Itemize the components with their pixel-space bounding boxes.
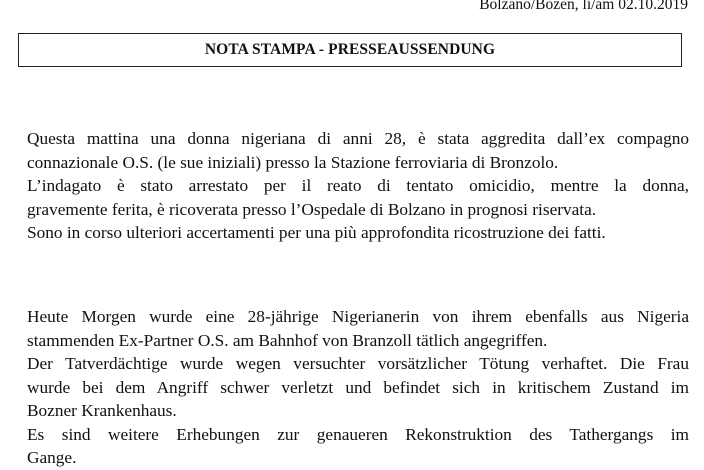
- italian-line: L’indagato è stato arrestato per il reato di tentato omicidio, mentre la donna,: [27, 176, 689, 195]
- german-line: Der Tatverdächtige wurde wegen versuchter vorsätzlicher Tötung verhaftet. Die Frau: [27, 354, 689, 373]
- italian-line: connazionale O.S. (le sue iniziali) presso la Stazione ferroviaria di Bronzolo.: [27, 152, 559, 172]
- italian-line: Sono in corso ulteriori accertamenti per una più approfondita ricostruzione dei fatti.: [27, 223, 606, 242]
- german-line: stammenden Ex-Partner O.S. am Bahnhof von Branzoll tätlich angegriffen.: [27, 330, 548, 350]
- german-line: Bozner Krankenhaus.: [27, 401, 177, 420]
- italian-line: Questa mattina una donna nigeriana di anni 28, è stata aggredita dall’ex compagno: [27, 129, 689, 148]
- german-line: wurde bei dem Angriff schwer verletzt und befindet sich in kritischem Zustand im: [27, 377, 689, 397]
- title-box: [18, 33, 682, 67]
- german-paragraph: [27, 305, 689, 470]
- german-line: Es sind weitere Erhebungen zur genaueren Rekonstruktion des Tathergangs im: [27, 424, 689, 444]
- page-title: NOTA STAMPA - PRESSEAUSSENDUNG: [204, 41, 496, 58]
- dateline: Bolzano/Bozen, li/am 02.10.2019: [479, 0, 688, 13]
- german-line: Gange.: [27, 448, 77, 467]
- italian-line: gravemente ferita, è ricoverata presso l’Ospedale di Bolzano in prognosi riservata.: [27, 199, 597, 219]
- italian-paragraph: [27, 127, 689, 245]
- german-line: Heute Morgen wurde eine 28-jährige Nigerianerin von ihrem ebenfalls aus Nigeria: [27, 307, 689, 326]
